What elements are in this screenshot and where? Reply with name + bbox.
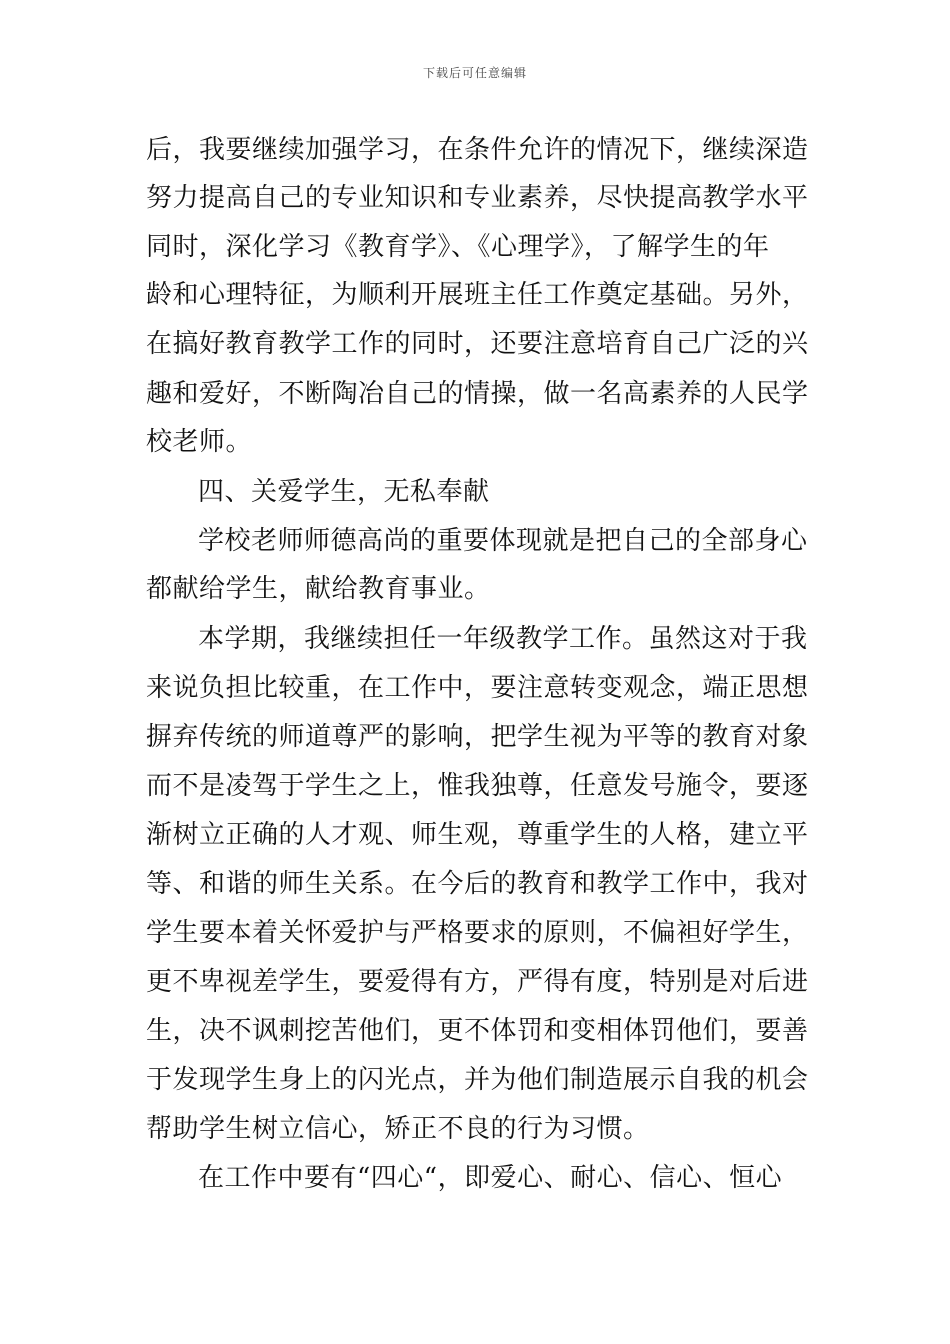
- body-line: 努力提高自己的专业知识和专业素养，尽快提高教学水平: [146, 183, 809, 213]
- body-line: 在搞好教育教学工作的同时，还要注意培育自己广泛的兴: [146, 329, 809, 359]
- body-line: 在工作中要有“四心“，即爱心、耐心、信心、恒心: [198, 1163, 783, 1193]
- body-line: 趣和爱好，不断陶冶自己的情操，做一名高素养的人民学: [146, 379, 809, 409]
- section-heading: 四、关爱学生，无私奉献: [198, 477, 490, 507]
- body-line: 本学期，我继续担任一年级教学工作。虽然这对于我: [198, 624, 808, 654]
- body-line: 于发现学生身上的闪光点，并为他们制造展示自我的机会: [146, 1065, 809, 1095]
- body-line: 同时，深化学习《教育学》、《心理学》，了解学生的年: [146, 232, 770, 262]
- body-line: 学校老师师德高尚的重要体现就是把自己的全部身心: [198, 526, 808, 556]
- body-line: 帮助学生树立信心，矫正不良的行为习惯。: [146, 1114, 650, 1144]
- page-header: 下载后可任意编辑: [422, 66, 527, 80]
- body-line: 渐树立正确的人才观、师生观，尊重学生的人格，建立平: [146, 820, 809, 850]
- body-line: 而不是凌驾于学生之上，惟我独尊，任意发号施令，要逐: [146, 771, 809, 801]
- body-line: 来说负担比较重，在工作中，要注意转变观念，端正思想: [146, 673, 809, 703]
- body-line: 学生要本着关怀爱护与严格要求的原则，不偏袒好学生，: [146, 918, 809, 948]
- body-line: 更不卑视差学生，要爱得有方，严得有度，特别是对后进: [146, 967, 809, 997]
- body-line: 后，我要继续加强学习，在条件允许的情况下，继续深造: [146, 135, 809, 165]
- body-line: 都献给学生，献给教育事业。: [146, 574, 491, 604]
- body-line: 校老师。: [146, 427, 253, 457]
- body-line: 龄和心理特征，为顺利开展班主任工作奠定基础。另外，: [146, 280, 809, 310]
- body-line: 生，决不讽刺挖苦他们，更不体罚和变相体罚他们，要善: [146, 1016, 809, 1046]
- body-line: 摒弃传统的师道尊严的影响，把学生视为平等的教育对象: [146, 722, 809, 752]
- body-line: 等、和谐的师生关系。在今后的教育和教学工作中，我对: [146, 869, 809, 899]
